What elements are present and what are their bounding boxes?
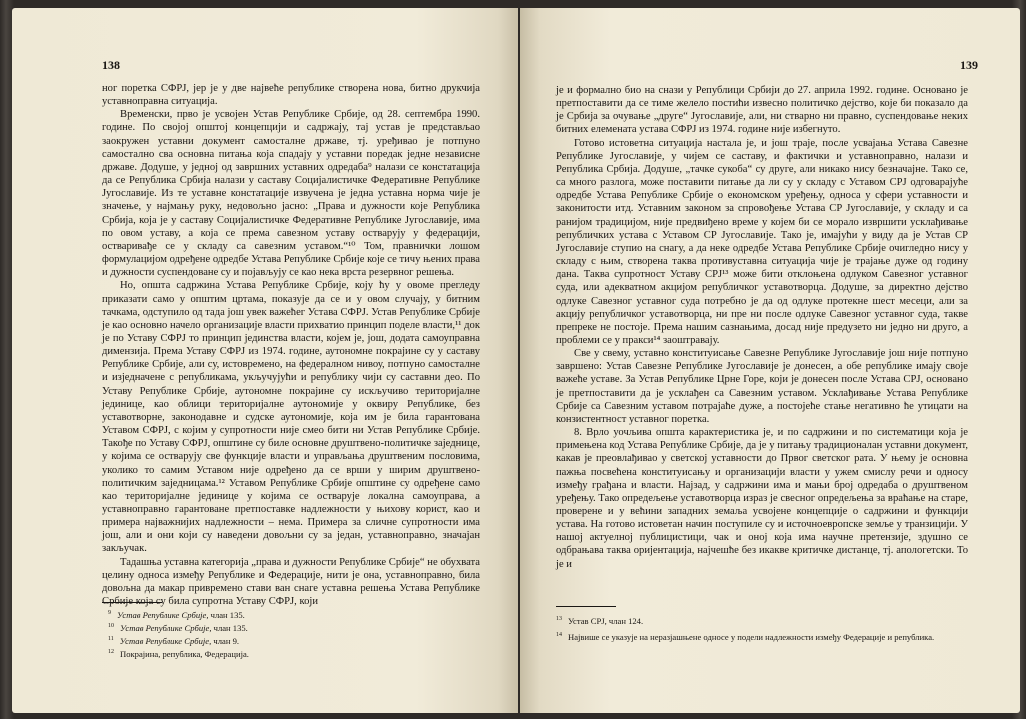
footnote-source: Устав Републике Србије, — [119, 635, 212, 646]
footnote — [556, 630, 966, 643]
page-body — [102, 82, 480, 608]
footnote-text: Највише се указује на неразјашњене односе у подели надлежности између Федерације и република. — [568, 631, 935, 642]
footnote-text: Покрајина, република, Федерација. — [120, 648, 249, 659]
footnote-number: 14 — [556, 632, 562, 638]
footnote-number: 12 — [108, 649, 114, 655]
paragraph: Временски, прво је усвојен Устав Републике Србије, од 28. септембра 1990. године. По својој општој концепцији и садржају, тај устав је представљао заокружен уставни документ самосталне државе, тј. уређивао је потпуно самостално сва основна питања која спадају у уставни поредак једне независне државе. Додуше, у једној од завршних уставних одредаба⁹ налази се констатација да се Република Србија налази у саставу Социјалистичке Федеративне Републике Југославије. Из те уставне констатације извучена је једна уставна норма чије је значење, у најмању руку, недовољно јасно: „Права и дужности које Република Србија, која је у саставу Социјалистичке Федеративне Републике Југославије, има по овом уставу, а која се према савезном уставу остварују у федерацији, остваривађе се у складу са савезним уставом.“¹⁰ Том, правнички лошом формулацијом одређене одредбе Устава Републике Србије које се тичу њених права и дужности суспендоване су и појављују се као нека врста резервног решења. — [102, 109, 480, 279]
paragraph: Тадашња уставна категорија „права и дужности Републике Србије“ не обухвата целину односа између Републике и Федерације, нити је она, уставноправно, била довољна да макар привремено стави ван снаге уставна решења Устава Републике Србије која су била супротна Уставу СФРЈ, који — [102, 556, 480, 608]
footnote — [108, 634, 478, 647]
paragraph: Све у свему, уставно конституисање Савезне Републике Југославије још није потпуно завршено: Устав Савезне Републике Југославије је донесен, а обе републике имају своје важеће уставе. За Устав Републике Црне Горе, који је донесен после Устава СРЈ, основано је претпоставити да је усклађен са Савезним уставом. Усклађивање Устава Републике Србије са Савезним уставом потрајаће дуже, а постојеће стање негативно ће утицати на конзистентност уставног поретка. — [556, 348, 968, 425]
footnote — [108, 608, 478, 621]
right-page — [520, 8, 1020, 713]
page-body — [556, 84, 968, 571]
page-number: 138 — [102, 58, 120, 72]
footnote-text: члан 135. — [208, 609, 245, 620]
footnote-number: 10 — [108, 623, 114, 629]
left-page — [12, 8, 518, 713]
footnote-text: Устав СРЈ, члан 124. — [568, 615, 644, 626]
footnote-number: 13 — [556, 616, 562, 622]
footnote-rule — [556, 606, 616, 607]
footnote — [556, 614, 966, 627]
footnote — [108, 647, 478, 660]
paragraph: Готово истоветна ситуација настала је, и још траје, после усвајања Устава Савезне Републике Југославије, у чијем се саставу, и фактички и уставноправно, налази и Република Србија. Додуше, „тачке сукоба“ су друге, али никако нису безначајне. Тако се, са много разлога, може поставити питање да ли су у складу с Уставом СРЈ одговарајуће одредбе Устава Републике Србије о економском уређењу, односа у сфери уставности и законитости итд. Уставним законом за спровођење Устава СР Југославије, у складу и са ранијом традицијом, није предвиђено време у којем би се морало извршити усклађивање републичких устава с Уставом СР Југославије. Тако је, имајући у виду да је Устав СР Југославије ступио на снагу, а да неке одредбе Устава Републике Србије очигледно нису у складу с њим, створена таква противуставна ситуација чије је трајање дуже од годину дана. Таква супротност Уставу СРЈ¹³ може бити отклоњена одлуком Савезног уставног суда, или адекватном акцијом републичког уставотворца. Додуше, за директно дејство одлуке Савезног уставног суда потребно је да од одлуке протекне шест месеци, али за акцију републичког уставотворца, ни пре ни после одлуке Савезног уставног суда, такве препреке не постоје. Према нашим сазнањима, досад није предузето ни једно ни друго, а проблеми се у пракси¹⁴ заоштравају. — [556, 137, 968, 346]
footnote-number: 11 — [108, 636, 114, 642]
page-number: 139 — [960, 58, 978, 72]
paragraph: Но, општа садржина Устава Републике Србије, коју ћу у овоме прегледу приказати само у општим цртама, показује да се и у овом случају, у битним тачкама, одступило од тада још увек важећег Устава СФРЈ. Устав Републике Србије је као основно начело организације власти прихватио принцип поделе власти,¹¹ док је по Уставу СФРЈ то принцип јединства власти, којем је, још, додата самоуправна димензија. Према Уставу СФРЈ из 1974. године, аутономне покрајине су у саставу Републике Србије, али су, истовремено, на федералном нивоу, потпуно самосталне и изједначене с републикама, укључујући и републику чији су саставни део. По Уставу Републике Србије, аутономне покрајине су искључиво територијалне јединице, као облици територијалне аутономије у оквиру Републике, без уставотворне, законодавне и судске аутономије, која им је била гарантована Уставом СФРЈ, с којим у супротности није смео бити ни Устав Републике Србије. Такође по Уставу СФРЈ, општине су биле основне друштвено-политичке заједнице, у којима се остварују све функције власти и управљања друштвеним пословима, уколико то самим Уставом није одређено да се врши у ширим друштвено-политичким заједницама.¹² Уставом Републике Србије општине су одређене само као територијалне јединице у којима се остварује локална самоуправа, а уставноправно гарантоване претпоставке надлежности у њихову корист, као и примера најважнијих надлежности – нема. Примера за сличне супротности има још, али и они који су наведени довољни су за један, уставноправно, значајан закључак. — [102, 280, 480, 555]
footnote-source: Устав Републике Србије, — [120, 622, 212, 633]
paragraph: 8. Врло уочљива општа карактеристика је, и по садржини и по систематици која је примењена код Устава Републике Србије, да је у питању традиционалан уставни документ, какав је преовлађивао у светској уставности до Првог светског рата. У њему је основна пажња посвећена конституисању и организацији власти у ужем смислу речи и односу између грађана и власти. Најзад, у садржини има и мањи број одредаба о друштвеном уређењу. Тако опредељење уставотворца израз је свесног опредељења за враћање на старе, проверене и у већини западних земаља усвојене концепције о садржини и функцији устава. На готово истоветан начин поступиле су и источноевропске земље у транзицији. У нашој актуелној публицистици, чак и оној која има научне претензије, здушно се одбрањава таква оријентација, најчешће без икакве критичке дистанце, тј. апологетски. То је и — [556, 427, 968, 570]
footnote-source: Устав Републике Србије, — [117, 609, 209, 620]
footnote — [108, 621, 478, 634]
footnote-text: члан 135. — [211, 622, 248, 633]
footnote-text: члан 9. — [211, 635, 240, 646]
footnote-rule — [102, 602, 162, 603]
paragraph: ног поретка СФРЈ, јер је у две највеће републике створена нова, битно друкчија уставноправна ситуација. — [102, 83, 480, 108]
footnote-number: 9 — [108, 610, 111, 616]
paragraph: је и формално био на снази у Републици Србији до 27. априла 1992. године. Основано је претпоставити да се тиме желело постићи извесно политичко дејство, које би показало да је Србија за очување „друге“ Југославије, али, ни стварно ни правно, суспендовање неких битних елемената устава СФРЈ из 1974. године није избегнуто. — [556, 85, 968, 136]
